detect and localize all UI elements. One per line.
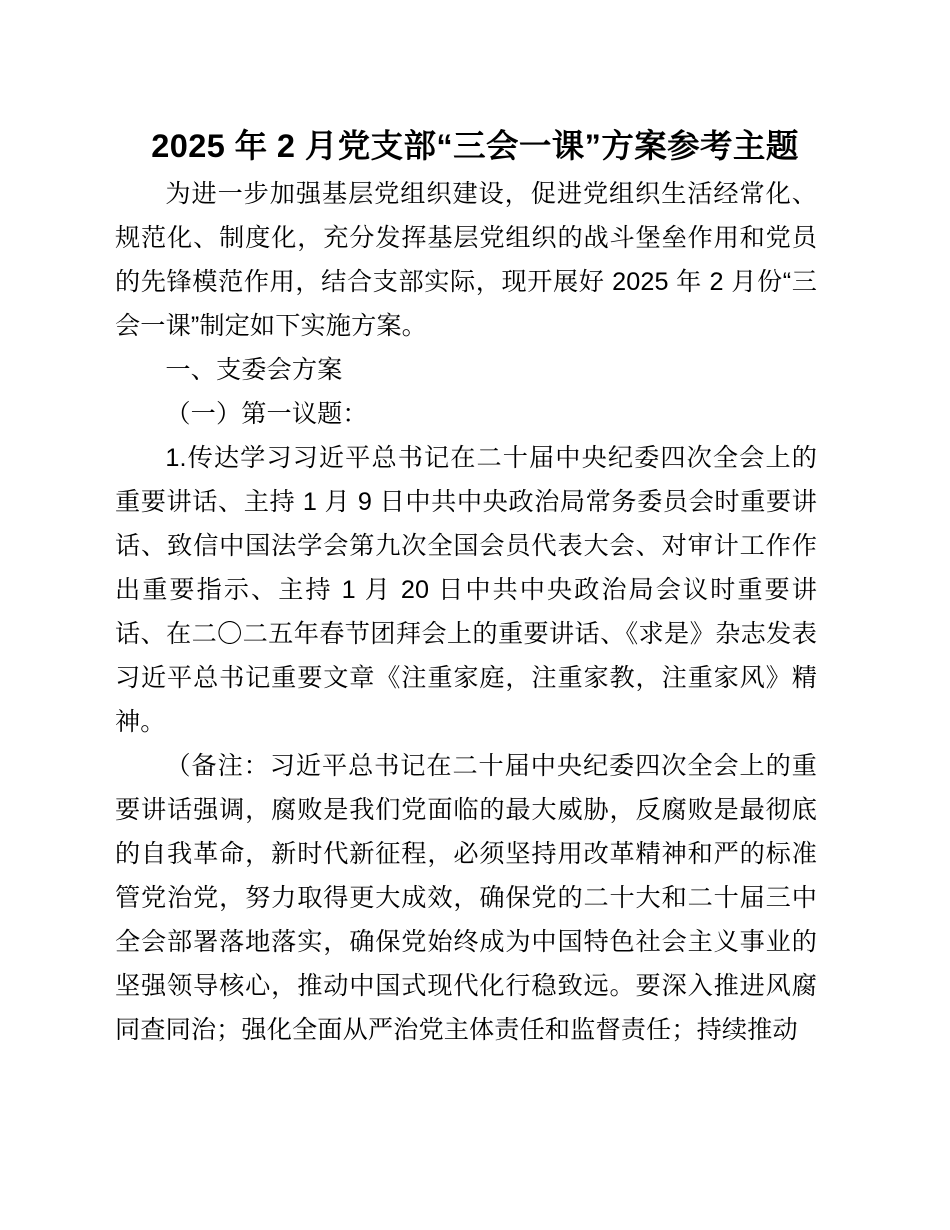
- paragraph-intro: 为进一步加强基层党组织建设，促进党组织生活经常化、规范化、制度化，充分发挥基层党组织的战斗堡垒作用和党员的先锋模范作用，结合支部实际，现开展好 2025 年 2 月份“三会一课”制定如下实施方案。: [115, 180, 817, 340]
- heading-section-one: 一、支委会方案: [165, 356, 343, 384]
- paragraph-item-one: 1.传达学习习近平总书记在二十届中央纪委四次全会上的重要讲话、主持 1 月 9 日中共中央政治局常务委员会时重要讲话、致信中国法学会第九次全国会员代表大会、对审计工作作出重要指示、主持 1 月 20 日中共中央政治局会议时重要讲话、在二〇二五年春节团拜会上的重要讲话、《求是》杂志发表习近平总书记重要文章《注重家庭，注重家教，注重家风》精神。: [115, 444, 817, 736]
- page-title: 2025 年 2 月党支部“三会一课”方案参考主题: [151, 127, 799, 164]
- heading-subsection-one: （一）第一议题：: [165, 400, 368, 428]
- paragraph-note-one: （备注：习近平总书记在二十届中央纪委四次全会上的重要讲话强调，腐败是我们党面临的最大威胁，反腐败是最彻底的自我革命，新时代新征程，必须坚持用改革精神和严的标准管党治党，努力取得更大成效，确保党的二十大和二十届三中全会部署落地落实，确保党始终成为中国特色社会主义事业的坚强领导核心，推动中国式现代化行稳致远。要深入推进风腐同查同治；强化全面从严治党主体责任和监督责任；持续推动: [115, 752, 817, 1044]
- document-body: [115, 172, 817, 1052]
